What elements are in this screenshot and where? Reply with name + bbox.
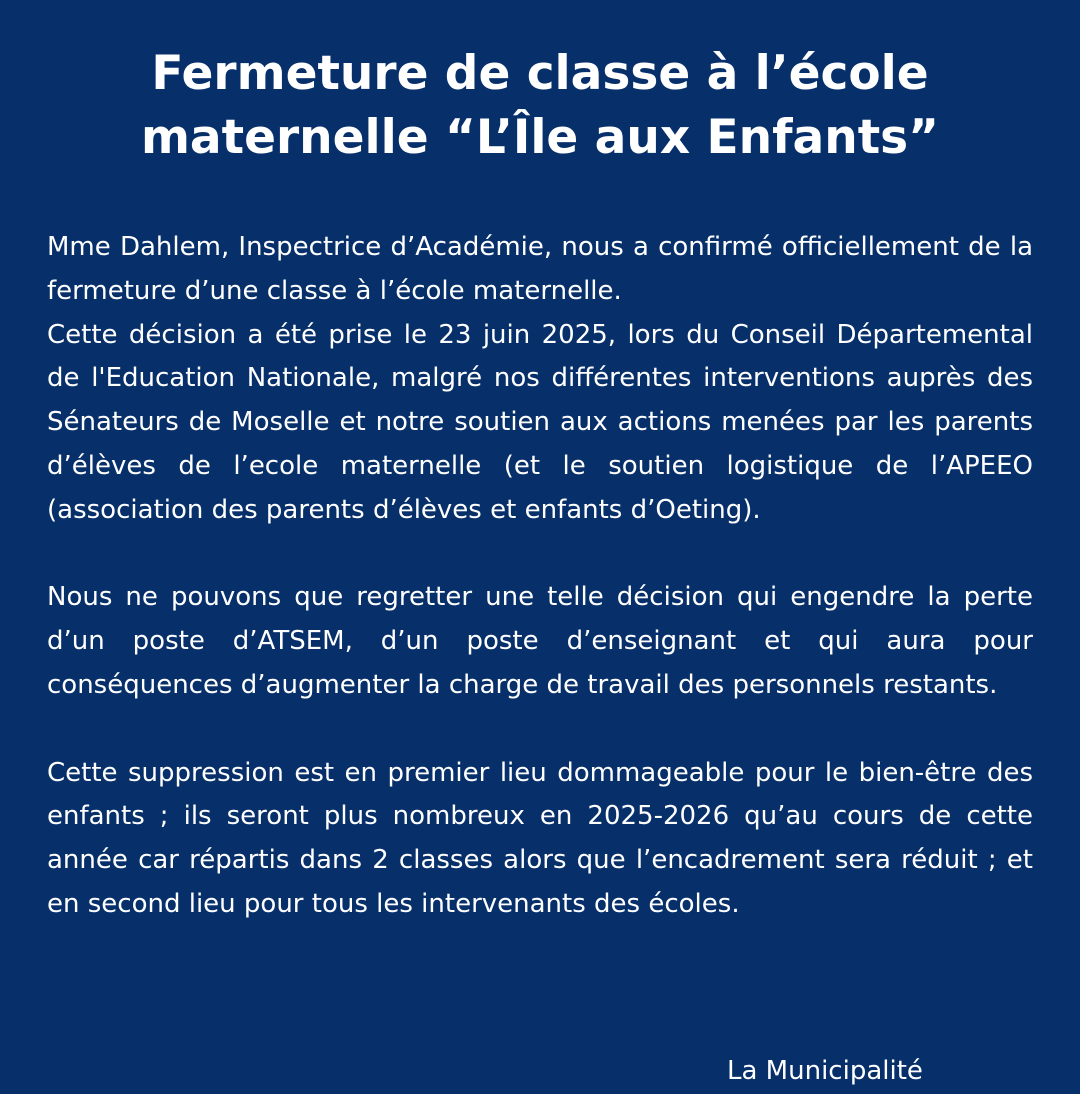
paragraph-3: Cette suppression est en premier lieu dommageable pour le bien-être des enfants ; ils seront plus nombreux en 2025-2026 qu’au cours de cette année car répartis dans 2 classes alors que l’encadrement sera réduit ; et en second lieu pour tous les intervenants des écoles. [47, 757, 1033, 919]
title-line-2: maternelle “L’Île aux Enfants” [140, 110, 940, 165]
paragraph-1 [47, 226, 1033, 533]
paragraph-2: Nous ne pouvons que regretter une telle décision qui engendre la perte d’un poste d’ATSEM, d’un poste d’enseignant et qui aura pour conséquences d’augmenter la charge de travail des personnels restants. [47, 582, 1033, 700]
announcement-title [60, 42, 1020, 170]
paragraph-1-sentence-1: Mme Dahlem, Inspectrice d’Académie, nous a confirmé officiellement de la fermeture d’une classe à l’école maternelle. [47, 232, 1033, 306]
signature: La Municipalité [727, 1056, 923, 1086]
paragraph-1-sentence-2: Cette décision a été prise le 23 juin 2025, lors du Conseil Départemental de l'Education Nationale, malgré nos différentes interventions auprès des Sénateurs de Moselle et notre soutien aux actions menées par les parents d’élèves de l’ecole maternelle (et le soutien logistique de l’APEEO (association des parents d’élèves et enfants d’Oeting). [47, 319, 1033, 525]
title-line-1: Fermeture de classe à l’école [151, 46, 929, 101]
announcement-body [47, 226, 1033, 927]
